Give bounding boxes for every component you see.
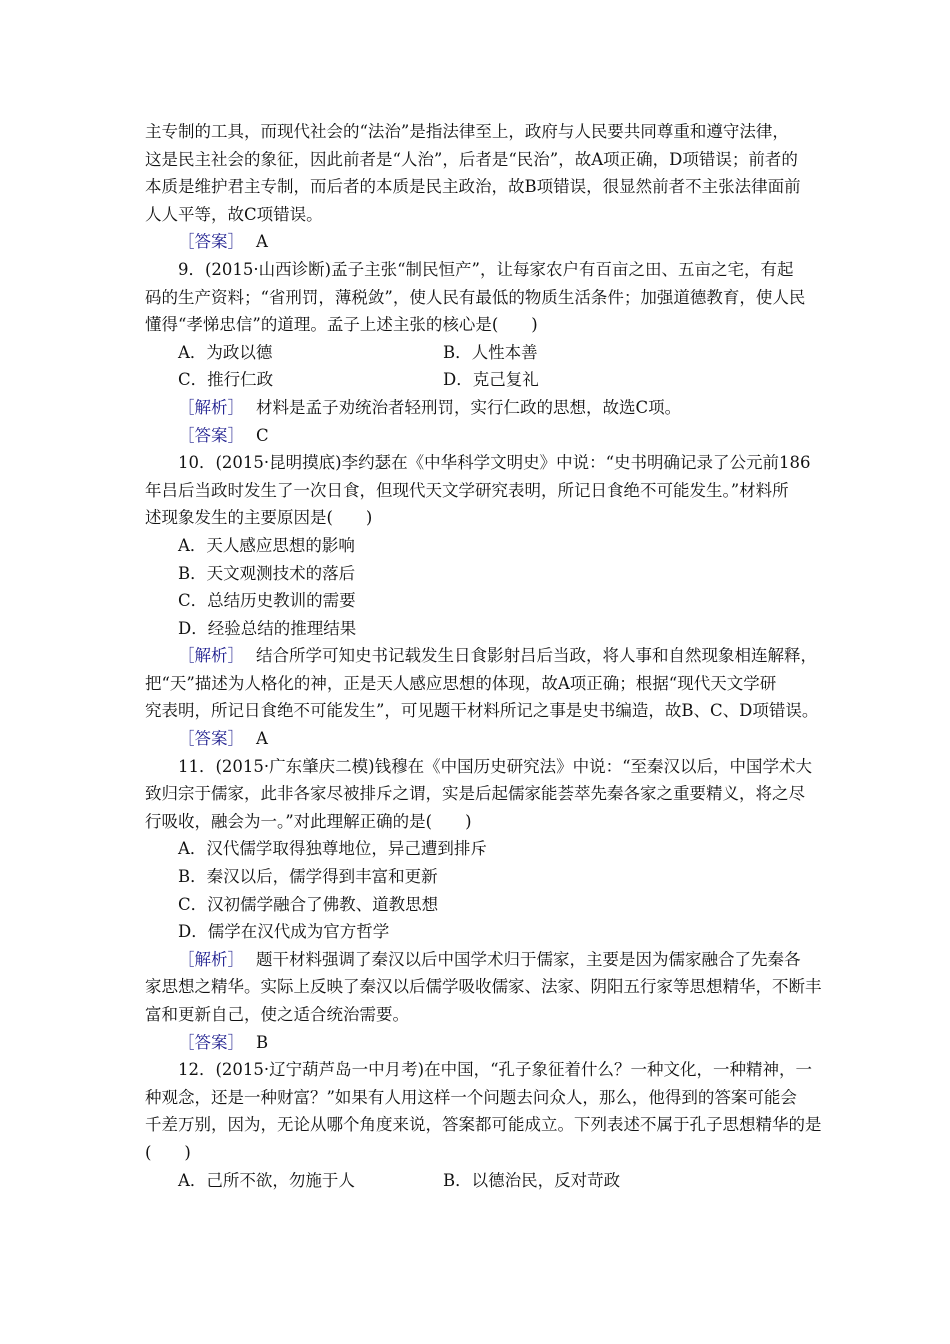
- answer-label: ［答案］: [178, 1032, 244, 1052]
- answer-label: ［答案］: [178, 729, 244, 749]
- answer-line: [145, 422, 810, 450]
- option-c: C．推行仁政: [178, 370, 274, 390]
- answer-value: A: [256, 232, 268, 252]
- question-10-stem: 述现象发生的主要原因是( ): [145, 508, 373, 528]
- option-a: A．天人感应思想的影响: [178, 535, 355, 555]
- option-d: D．儒学在汉代成为官方哲学: [178, 922, 390, 942]
- question-12-stem: 种观念，还是一种财富？”如果有人用这样一个问题去问众人，那么，他得到的答案可能会: [145, 1087, 797, 1107]
- analysis-line: [145, 946, 810, 974]
- option-d: D．经验总结的推理结果: [178, 618, 357, 638]
- option-c: C．总结历史教训的需要: [178, 591, 356, 611]
- analysis-text: 题干材料强调了秦汉以后中国学术归于儒家，主要是因为儒家融合了先秦各: [256, 949, 801, 969]
- analysis-line: [145, 394, 810, 422]
- answer-line: [145, 228, 810, 256]
- answer-label: ［答案］: [178, 425, 244, 445]
- option-a: A．为政以德: [178, 342, 273, 362]
- analysis-text: 结合所学可知史书记载发生日食影射吕后当政，将人事和自然现象相连解释，: [256, 646, 817, 666]
- question-11-stem: 致归宗于儒家，此非各家尽被排斥之谓，实是后起儒家能荟萃先秦各家之重要精义，将之尽: [145, 784, 805, 804]
- analysis-text: 材料是孟子劝统治者轻刑罚，实行仁政的思想，故选C项。: [256, 397, 682, 417]
- question-10-stem: 年吕后当政时发生了一次日食，但现代天文学研究表明，所记日食绝不可能发生。”材料所: [145, 480, 789, 500]
- question-11-stem: 行吸收，融会为一。”对此理解正确的是( ): [145, 811, 472, 831]
- analysis-label: ［解析］: [178, 646, 244, 666]
- option-row: [145, 339, 810, 367]
- analysis-label: ［解析］: [178, 949, 244, 969]
- question-9-stem: 9．(2015·山西诊断)孟子主张“制民恒产”，让每家农户有百亩之田、五亩之宅，有起: [178, 259, 794, 279]
- option-b: B．以德治民，反对苛政: [443, 1170, 621, 1190]
- option-a: A．汉代儒学取得独尊地位，异己遭到排斥: [178, 839, 487, 859]
- analysis-text: 富和更新自己，使之适合统治需要。: [145, 1005, 409, 1024]
- option-b: B．秦汉以后，儒学得到丰富和更新: [178, 867, 438, 887]
- answer-value: A: [256, 729, 268, 749]
- option-b: B．人性本善: [443, 342, 538, 362]
- text-line: 人人平等，故C项错误。: [145, 204, 323, 224]
- analysis-label: ［解析］: [178, 397, 244, 417]
- analysis-text: 究表明，所记日食绝不可能发生”，可见题干材料所记之事是史书编造，故B、C、D项错误。: [145, 701, 819, 721]
- answer-value: B: [256, 1032, 269, 1052]
- text-line: 主专制的工具，而现代社会的“法治”是指法律至上，政府与人民要共同尊重和遵守法律，: [145, 122, 789, 141]
- option-d: D．克己复礼: [443, 370, 539, 390]
- answer-line: [145, 725, 810, 753]
- text-line: 这是民主社会的象征，因此前者是“人治”，后者是“民治”，故A项正确，D项错误；前者的: [145, 149, 798, 169]
- question-12-stem: 12．(2015·辽宁葫芦岛一中月考)在中国，“孔子象征着什么？一种文化，一种精神，一: [178, 1060, 813, 1080]
- question-9-stem: 懂得“孝悌忠信”的道理。孟子上述主张的核心是( ): [145, 315, 538, 335]
- analysis-text: 把“天”描述为人格化的神，正是天人感应思想的体现，故A项正确；根据“现代天文学研: [145, 673, 777, 693]
- question-10-stem: 10．(2015·昆明摸底)李约瑟在《中华科学文明史》中说：“史书明确记录了公元前186: [178, 453, 811, 473]
- answer-label: ［答案］: [178, 232, 244, 252]
- option-b: B．天文观测技术的落后: [178, 563, 356, 583]
- analysis-line: [145, 642, 817, 670]
- question-12-stem: ( ): [145, 1142, 191, 1162]
- option-row: [145, 366, 810, 394]
- question-11-stem: 11．(2015·广东肇庆二模)钱穆在《中国历史研究法》中说：“至秦汉以后，中国学术大: [178, 756, 813, 776]
- option-c: C．汉初儒学融合了佛教、道教思想: [178, 894, 439, 914]
- question-12-stem: 千差万别，因为，无论从哪个角度来说，答案都可能成立。下列表述不属于孔子思想精华的是: [145, 1115, 822, 1135]
- option-row: [145, 1167, 810, 1195]
- answer-line: [145, 1029, 810, 1057]
- question-9-stem: 码的生产资料；“省刑罚，薄税敛”，使人民有最低的物质生活条件；加强道德教育，使人民: [145, 287, 806, 307]
- option-a: A．己所不欲，勿施于人: [178, 1170, 355, 1190]
- answer-value: C: [256, 425, 269, 445]
- text-line: 本质是维护君主专制，而后者的本质是民主政治，故B项错误，很显然前者不主张法律面前: [145, 177, 801, 197]
- document-page: [145, 118, 822, 1194]
- analysis-text: 家思想之精华。实际上反映了秦汉以后儒学吸收儒家、法家、阴阳五行家等思想精华，不断丰: [145, 977, 822, 997]
